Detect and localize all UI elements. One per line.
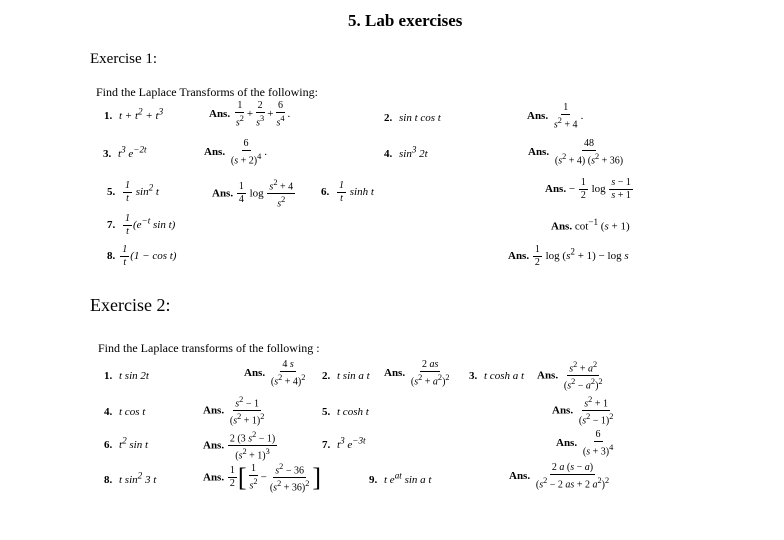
item-expression: $\frac{1}{t}$ $\sin^2 t$	[125, 180, 159, 204]
ex1-item-6	[321, 180, 374, 205]
answer-label: Ans.	[203, 439, 225, 452]
exercise2-intro: Find the Laplace transforms of the following :	[98, 341, 320, 355]
item-expression: $t^2$ sin t	[116, 435, 149, 451]
ex2-answer-2: Ans. $\frac{2 as}{(s^2 + a^2)^2}$	[384, 359, 450, 388]
item-number: 3.	[103, 148, 112, 160]
ex1-answer-7: Ans. $\cot^{-1} (s + 1)$	[551, 217, 630, 233]
answer-label: Ans.	[545, 183, 567, 196]
item-expression: t sin 2t	[116, 370, 149, 382]
item-number: 5.	[107, 186, 116, 199]
ex2-answer-1: Ans. $\frac{4 s}{(s^2 + 4)^2}$	[244, 359, 306, 388]
ex2-item-9	[369, 470, 431, 488]
item-number: 7.	[107, 219, 116, 232]
answer-label: Ans.	[508, 250, 530, 263]
item-number: 2.	[322, 370, 331, 382]
item-expression: $t^3$ $e^{-2t}$	[115, 144, 147, 160]
answer-label: Ans.	[384, 367, 406, 380]
answer-label: Ans.	[203, 404, 225, 417]
item-expression: sin t cos t	[396, 112, 441, 124]
ex1-item-8	[107, 244, 176, 269]
item-number: 6.	[104, 439, 113, 451]
item-expression: t cosh t	[334, 406, 369, 418]
ex1-answer-6: Ans. − $\frac{1}{2}$ log $\frac{s - 1}{s + 1}$	[545, 177, 631, 201]
ex2-answer-6: Ans. $\frac{2 (3 s^2 - 1)}{(s^2 + 1)^3}$	[203, 430, 276, 462]
answer-label: Ans.	[551, 220, 573, 233]
item-expression: $\frac{1}{t}$ sinh t	[339, 180, 374, 204]
item-expression: t $e^{at}$ sin a t	[381, 470, 432, 486]
answer-label: Ans.	[204, 146, 226, 159]
item-expression: $t^3$ $e^{-3t}$	[334, 435, 366, 451]
item-expression: $t + t^2 + t^3$	[116, 106, 164, 122]
answer-label: Ans.	[244, 367, 266, 380]
item-number: 6.	[321, 186, 330, 199]
item-number: 9.	[369, 474, 378, 486]
ex1-answer-3: Ans. $\frac{6}{(s + 2)^4}$ .	[204, 138, 267, 167]
ex1-item-1	[104, 106, 163, 124]
ex2-item-3	[469, 366, 524, 384]
ex2-item-1	[104, 366, 149, 384]
answer-label: Ans.	[537, 369, 559, 382]
item-expression: t cos t	[116, 406, 146, 418]
answer-label: Ans.	[209, 108, 231, 121]
item-number: 4.	[104, 406, 113, 418]
item-number: 3.	[469, 370, 478, 382]
ex1-answer-1: Ans. $\frac{1}{s^2}$ + $\frac{2}{s^3}$ + $\frac{6}{s^4}$ .	[209, 100, 291, 129]
ex1-answer-4: Ans. $\frac{48}{(s^2 + 4) (s^2 + 36)}$	[528, 138, 624, 167]
answer-label: Ans.	[509, 470, 531, 483]
item-number: 1.	[104, 110, 113, 122]
exercise2-heading: Exercise 2:	[90, 295, 171, 315]
page-title: 5. Lab exercises	[348, 11, 463, 30]
item-expression: t sin a t	[334, 370, 370, 382]
ex2-item-4	[104, 402, 145, 420]
item-expression: $\frac{1}{t}$ ($e^{-t}$ sin t)	[125, 213, 176, 237]
ex1-answer-2: Ans. $\frac{1}{s^2 + 4}$ .	[527, 102, 584, 131]
ex2-item-5	[322, 402, 369, 420]
ex1-answer-5: Ans. $\frac{1}{4}$ log $\frac{s^2 + 4}{s^2}$	[212, 178, 294, 210]
answer-label: Ans.	[552, 404, 574, 417]
item-number: 8.	[107, 250, 116, 263]
ex2-answer-8: Ans. $\frac{1}{2}$ [ $\frac{1}{s^2}$ − $\frac{s^2 - 36}{(s^2 + 36)^2}$ ]	[203, 462, 322, 494]
ex1-item-3	[103, 144, 147, 162]
ex2-answer-3: Ans. $\frac{s^2 + a^2}{(s^2 - a^2)^2}$	[537, 360, 603, 392]
ex2-item-6	[104, 435, 148, 453]
answer-label: Ans.	[527, 110, 549, 123]
item-expression: $\frac{1}{t}$ (1 − cos t)	[122, 244, 177, 268]
ex2-item-2	[322, 366, 370, 384]
ex2-answer-9: Ans. $\frac{2 a (s - a)}{(s^2 - 2 as + 2 a^2)^2}$	[509, 462, 610, 491]
exercise1-heading: Exercise 1:	[90, 51, 158, 67]
item-number: 4.	[384, 148, 393, 160]
item-number: 2.	[384, 112, 393, 124]
item-number: 1.	[104, 370, 113, 382]
ex1-item-2	[384, 108, 441, 126]
item-number: 8.	[104, 474, 113, 486]
item-number: 5.	[322, 406, 331, 418]
ex1-item-4	[384, 144, 428, 162]
ex1-item-5	[107, 180, 159, 205]
answer-label: Ans.	[203, 471, 225, 484]
item-expression: t cosh a t	[481, 370, 525, 382]
ex1-answer-8: Ans. $\frac{1}{2}$ $\log (s^2 + 1) - \log s$	[508, 244, 629, 268]
answer-label: Ans.	[212, 187, 234, 200]
item-expression: $\sin^3 2t$	[396, 144, 428, 160]
item-number: 7.	[322, 439, 331, 451]
ex2-item-8	[104, 470, 156, 488]
answer-label: Ans.	[556, 437, 578, 450]
ex2-answer-4: Ans. $\frac{s^2 - 1}{(s^2 + 1)^2}$	[203, 395, 265, 427]
ex1-item-7	[107, 213, 175, 238]
ex2-item-7	[322, 435, 366, 453]
ex2-answer-7: Ans. $\frac{6}{(s + 3)^4}$	[556, 429, 614, 458]
item-expression: t $\sin^2 3$ t	[116, 470, 157, 486]
exercise1-intro: Find the Laplace Transforms of the following:	[96, 85, 318, 99]
answer-label: Ans.	[528, 146, 550, 159]
ex2-answer-5: Ans. $\frac{s^2 + 1}{(s^2 - 1)^2}$	[552, 395, 614, 427]
